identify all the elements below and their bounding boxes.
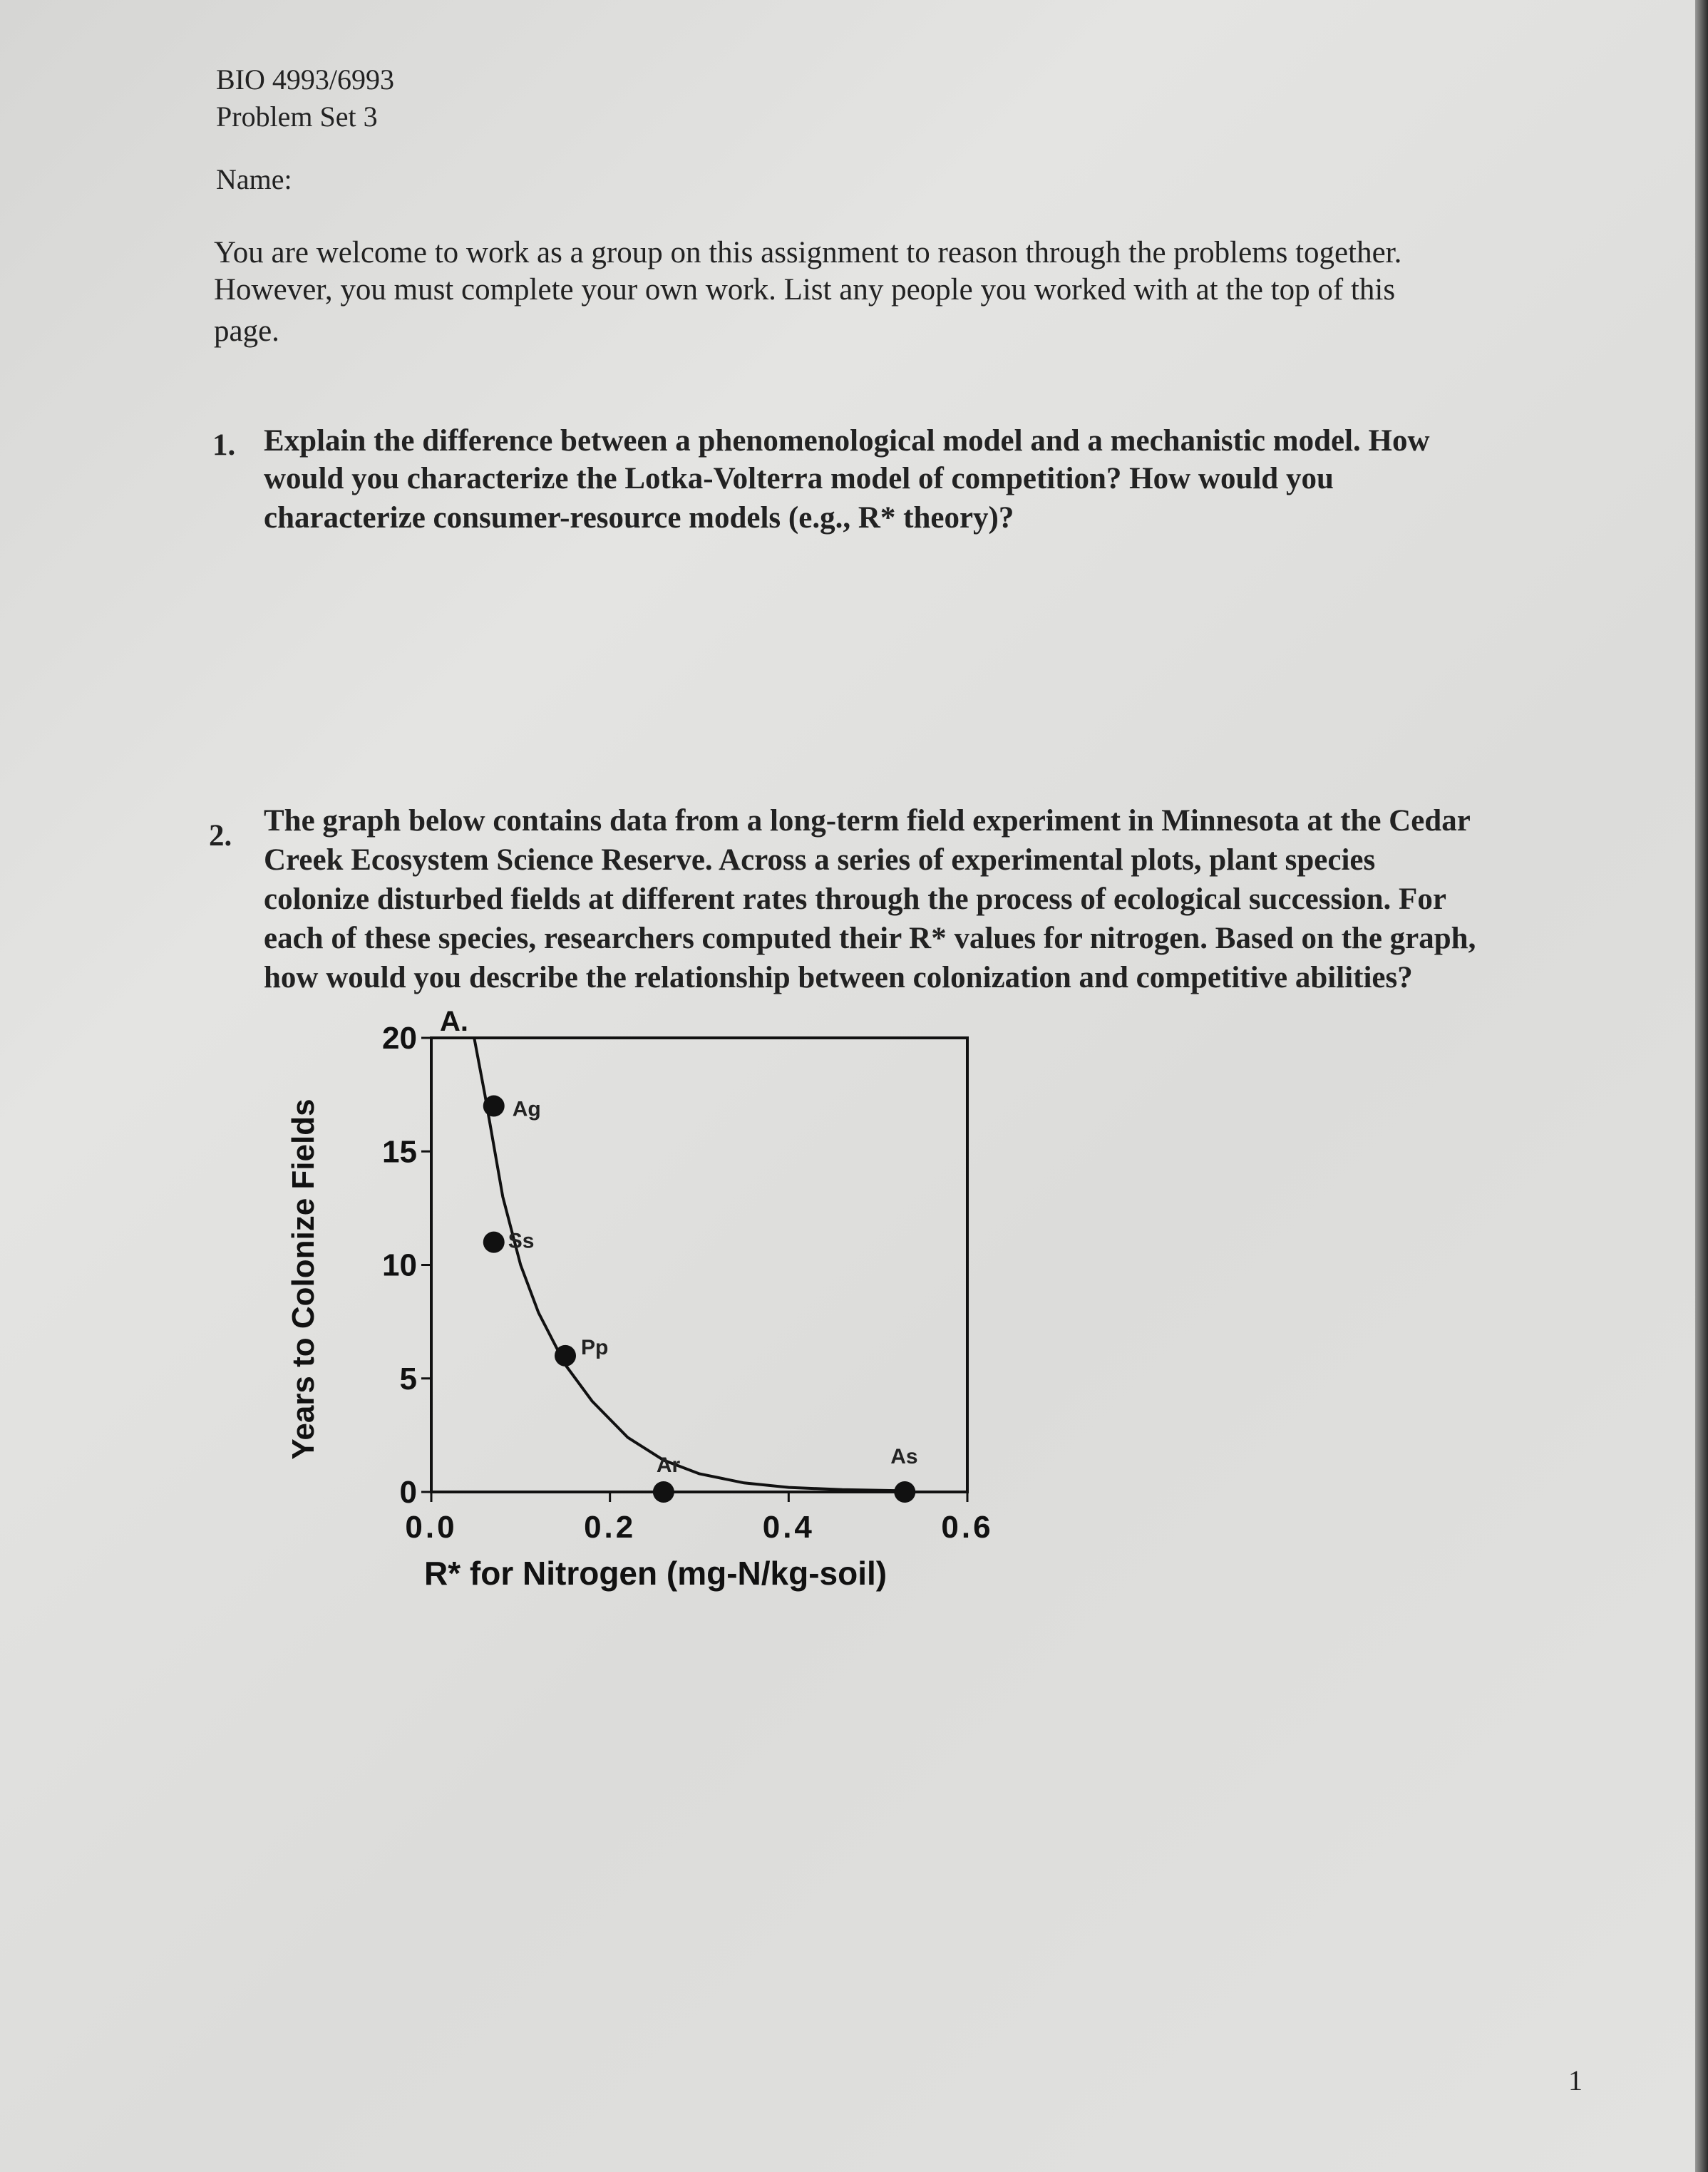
page-edge-shadow [1695,0,1708,2172]
colonization-chart [271,1005,998,1611]
intro-line-1: You are welcome to work as a group on this assignment to reason through the problems together. [214,236,1402,269]
y-tick-label: 5 [399,1361,417,1396]
q1-number: 1. [212,428,236,462]
q2-line-1: The graph below contains data from a long-term field experiment in Minnesota at the Cedar [264,804,1471,838]
data-label-ss: Ss [508,1229,535,1253]
course-code: BIO 4993/6993 [216,63,394,96]
x-tick-label: 0.2 [584,1510,637,1545]
problem-set-title: Problem Set 3 [216,101,378,133]
name-label: Name: [216,163,292,195]
q2-line-5: how would you describe the relationship between colonization and competitive abilities? [264,961,1413,994]
data-point-ss [483,1232,505,1253]
intro-line-2: However, you must complete your own work. List any people you worked with at the top of this [214,273,1396,307]
q2-line-2: Creek Ecosystem Science Reserve. Across a series of experimental plots, plant species [264,843,1376,877]
x-tick-label: 0.6 [941,1510,994,1545]
data-point-as [894,1481,915,1503]
y-axis-label: Years to Colonize Fields [286,1098,321,1460]
x-tick-label: 0.4 [762,1510,815,1545]
q2-number: 2. [209,819,232,853]
y-tick-label: 20 [382,1021,417,1056]
y-tick-label: 15 [382,1134,417,1170]
data-label-as: As [890,1445,918,1468]
y-tick-label: 10 [382,1247,417,1283]
data-label-ar: Ar [656,1453,681,1477]
q1-line-2: would you characterize the Lotka-Volterra model of competition? How would you [264,462,1334,495]
data-point-pp [555,1345,576,1366]
intro-line-3: page. [214,314,279,348]
page-number: 1 [1568,2064,1583,2096]
data-label-pp: Pp [581,1335,609,1359]
data-point-ag [483,1096,505,1117]
q1-line-1: Explain the difference between a phenomenological model and a mechanistic model. How [264,424,1430,458]
y-tick-label: 0 [399,1475,417,1510]
data-label-ag: Ag [512,1097,541,1121]
q1-line-3: characterize consumer-resource models (e.g., R* theory)? [264,501,1014,535]
data-point-ar [653,1481,674,1503]
x-axis-label: R* for Nitrogen (mg-N/kg-soil) [424,1555,888,1592]
q2-line-3: colonize disturbed fields at different rates through the process of ecological succession. For [264,882,1446,916]
x-tick-label: 0.0 [405,1510,458,1545]
q2-line-4: each of these species, researchers computed their R* values for nitrogen. Based on the graph, [264,922,1476,955]
panel-label: A. [440,1006,468,1037]
